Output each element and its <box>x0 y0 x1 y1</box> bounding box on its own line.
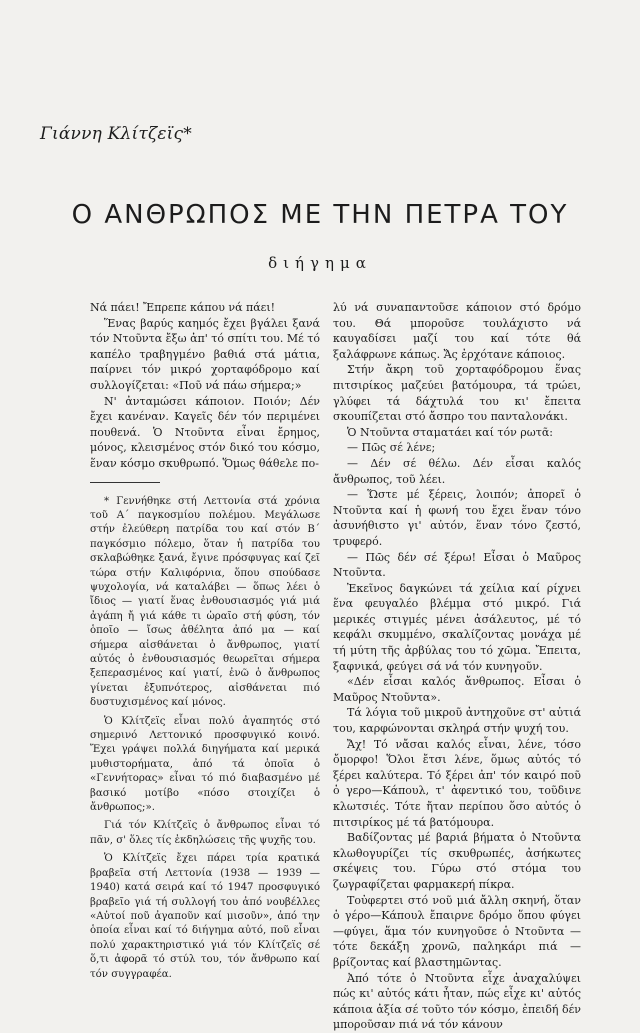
paragraph: Ν' ἀνταμώσει κάποιον. Ποιόν; Δέν ἔχει κανέναν. Καγεῖς δέν τόν περιμένει πουθενά. Ὁ Ντοῦντα εἶναι ἔρημος, μόνος, κλεισμένος στόν δικό του κόσμο, ἕναν κόσμο σκυθρωπό. Ὅμως θάθελε πο- <box>90 394 320 470</box>
story-title: Ο ΑΝΘΡΩΠΟΣ ΜΕ ΤΗΝ ΠΕΤΡΑ ΤΟΥ <box>71 200 569 230</box>
paragraph: Τοὐφερτει στό νοῦ μιά ἄλλη σκηνή, ὅταν ὁ γέρο—Κάπουλ ἔπαιρνε δρόμο ὅπου φύγει—φύγει, ἅμα τόν κυνηγοῦσε ὁ Ντοῦντα — τότε δεκάξη χρονῶ, παληκάρι πιά — βρίζοντας καί βλαστημῶντας. <box>333 893 581 969</box>
left-column <box>90 300 320 986</box>
paragraph: — Ὥστε μέ ξέρεις, λοιπόν; ἀπορεῖ ὁ Ντοῦντα καί ἡ φωνή του ἔχει ἕναν τόνο ἀσυνήθιστο γι' αὐτόν, ἕναν τόνο ζεστό, τρυφερό. <box>333 488 581 548</box>
paragraph: λύ νά συναπαντοῦσε κάποιον στό δρόμο του. Θά μποροῦσε τουλάχιστο νά καυγαδίσει μαζί του καί τότε θά ξαλάφρωνε κάπως. Ἄς ἐρχότανε κάποιος. <box>333 301 581 361</box>
footnote: Γιά τόν Κλίτζεϊς ὁ ἄνθρωπος εἶναι τό πᾶν, σ' ὅλες τίς ἐκδηλώσεις τῆς ψυχῆς του. <box>90 820 320 846</box>
paragraph: «Δέν εἶσαι καλός ἄνθρωπος. Εἶσαι ὁ Μαῦρος Ντοῦντα». <box>333 675 581 704</box>
paragraph: — Πῶς σέ λένε; <box>347 441 436 455</box>
paragraph: Ἕνας βαρύς καημός ἔχει βγάλει ξανά τόν Ντοῦντα ἔξω ἀπ' τό σπίτι του. Μέ τό καπέλο τραβηγμένο βαθιά στά μάτια, παίρνει τόν μικρό χορταφόδρομο καί συλλογίζεται: «Ποῦ νά πάω σήμερα;» <box>90 316 320 392</box>
paragraph: Νά πάει! Ἔπρεπε κάπου νά πάει! <box>90 301 276 314</box>
paragraph: Ὁ Ντοῦντα σταματάει καί τόν ρωτᾶ: <box>347 425 553 439</box>
paragraph: Ἀπό τότε ὁ Ντοῦντα εἶχε ἀναχαλύψει πώς κι' αὐτός κάτι ἦταν, πώς εἶχε κι' αὐτός κάποια ἀξία σέ τοῦτο τόν κόσμο, ἐπειδή δέν μποροῦσαν πιά νά τόν κάνουν <box>333 971 581 1032</box>
right-column <box>333 300 581 1033</box>
paragraph: Ἄχ! Τό νἄσαι καλός εἶναι, λένε, τόσο ὄμορφο! Ὅλοι ἔτσι λένε, ὅμως αὐτός τό ξέρει καλύτερα. Τό ξέρει ἀπ' τόν καιρό ποῦ ὁ γερο—Κάπουλ, τ' ἀφεντικό του, τοῦδινε κλωτσιές. Τότε ἤταν περίπου ὅσο αὐτός ὁ πιτσιρίκος μέ τά βατόμουρα. <box>333 737 581 829</box>
footnote: Ὁ Κλίτζεϊς ἔχει πάρει τρία κρατικά βραβεῖα στή Λεττονία (1938 — 1939 — 1940) κατά σειρά καί τό 1947 προσφυγικό βραβεῖο γιά τή συλλογή του ἀπό νουβέλλες «Αὐτοί ποῦ ἀγαποῦν καί μισοῦν», ἀπό την ὁποία εἶναι καί τό διήγημα αὐτό, ποῦ εἶναι πολύ χαρακτηριστικό γιά τόν Κλίτζεϊς σέ ὅ,τι ἀφορᾶ τό στύλ του, τόν ἄνθρωπο καί τόν συγγραφέα. <box>90 853 320 980</box>
paragraph: — Πῶς δέν σέ ξέρω! Εἶσαι ὁ Μαῦρος Ντοῦντα. <box>333 550 581 580</box>
paragraph: — Δέν σέ θέλω. Δέν εἶσαι καλός ἄνθρωπος, τοῦ λέει. <box>333 456 581 486</box>
paragraph: Βαδίζοντας μέ βαριά βήματα ὁ Ντοῦντα κλωθογυρίζει τίς σκυθρωπές, ἀσήκωτες σκέψεις του. Γύρω στό στόμα του ζωγραφίζεται φαρμακερή πίκρα. <box>333 831 581 891</box>
footnotes <box>90 495 320 982</box>
footnote: * Γεννήθηκε στή Λεττονία στά χρόνια τοῦ Α΄ παγκοσμίου πολέμου. Μεγάλωσε στήν ἐλεύθερη πατρίδα του καί στόν Β΄ παγκόσμιο πόλεμο, ὅταν ἡ πατρίδα του σκλαβώθηκε ξανά, ἔγινε πρόσφυγας καί ζεῖ τώρα στήν Καλιφόρνια, ὅπου σπούδασε ψυχολογία, νά καταλάβει — ὅπως λέει ὁ ἴδιος — γιατί ἕνας ἐνθουσιασμός γιά μιά ἀγάπη ἤ γιά κάθε τι ὡραῖο στή φύση, τόν ὁποῖο — ἴσως ἀθέλητα ἀπό μα — καί σήμερα αἰσθάνεται ὁ ἄνθρωπος, γιατί αὐτός ὁ ἐνθουσιασμός θεωρεῖται σήμερα ξεπερασμένος καί γιατί, ἐνῶ ὁ ἄνθρωπος γίνεται ἐξυπνότερος, αἰσθάνεται πιό δυστυχισμένος καί μόνος. <box>90 495 320 709</box>
paragraph: Τά λόγια τοῦ μικροῦ ἀντηχοῦνε στ' αὐτιά του, καρφώνονται σκληρά στήν ψυχή του. <box>333 706 581 736</box>
paragraph: Ἐκεῖνος δαγκώνει τά χείλια καί ρίχνει ἕνα φευγαλέο βλέμμα στό μικρό. Γιά μερικές στιγμές μένει ἀσάλευτος, μέ τό κεφάλι σκυμμένο, σκαλίζοντας μονάχα μέ τή μύτη τῆς ἀρβύλας του τό χῶμα. Ἔπειτα, ξαφνικά, φεύγει σά νά τόν κυνηγοῦν. <box>333 581 581 673</box>
story-subtitle: διήγημα <box>268 254 372 272</box>
footnote-divider <box>90 482 160 483</box>
author-name: Γιάννη Κλίτζεϊς* <box>40 124 192 144</box>
footnote: Ὁ Κλίτζεϊς εἶναι πολύ ἀγαπητός στό σημερινό Λεττονικό προσφυγικό κοινό. Ἔχει γράψει πολλά διηγήματα καί μερικά μυθιστορήματα, ἀπό τά ὁποῖα ὁ «Γεννήτορας» εἶναι τό πιό διαβασμένο μέ βασικό μοτίβο «πόσο στοιχίζει ὁ ἄνθρωπος;». <box>90 715 320 814</box>
paragraph: Στήν ἄκρη τοῦ χορταφόδρομου ἕνας πιτσιρίκος μαζεύει βατόμουρα, τά τρώει, γλύφει τά δάχτυλά του κι' ἔπειτα σκουπίζεται στό ἄσπρο του πανταλονάκι. <box>333 363 581 424</box>
